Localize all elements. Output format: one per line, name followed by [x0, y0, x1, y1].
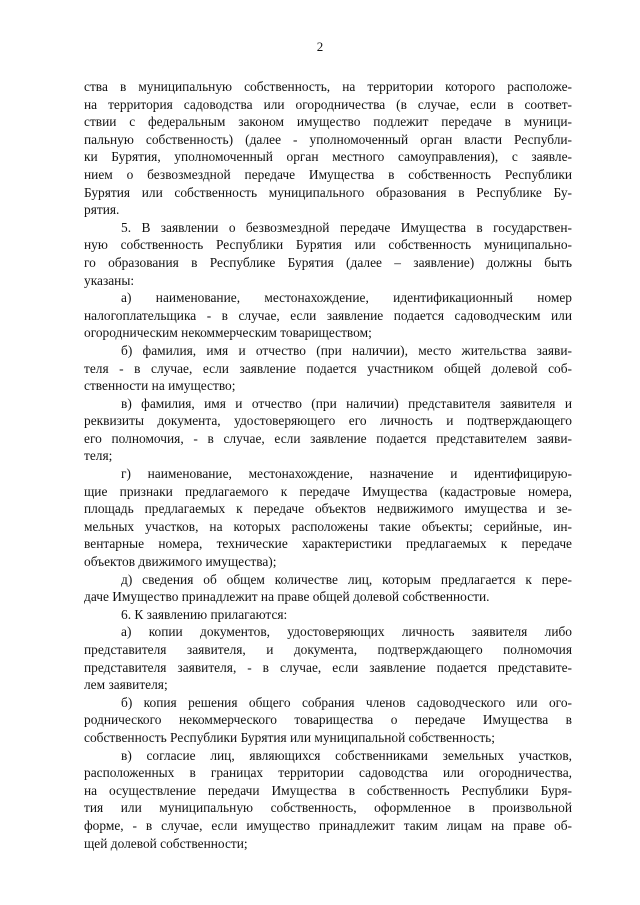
text-line: расположенных в границах территории садоводства или огородничества, [84, 765, 572, 781]
text-line: г) наименование, местонахождение, назначение и идентифицирую- [121, 466, 572, 482]
text-line: теля - в случае, если заявление подается участником общей долевой соб- [84, 360, 572, 376]
text-line: реквизиты документа, удостоверяющего его личность и подтверждающего [84, 413, 572, 429]
text-line: ства в муниципальную собственность, на территории которого расположе- [84, 79, 572, 94]
text-line: а) копии документов, удостоверяющих личность заявителя либо [121, 624, 572, 640]
text-line: пальную собственность) (далее - уполномоченный орган власти Республи- [84, 131, 572, 147]
text-line: объектов движимого имущества); [84, 554, 277, 570]
text-line: Бурятия или собственность муниципального образования в Республике Бу- [84, 184, 572, 200]
text-line: в) согласие лиц, являющихся собственниками земельных участков, [121, 747, 572, 763]
text-line: рятия. [84, 202, 120, 218]
text-line: огородническим некоммерческим товариществом; [84, 325, 372, 341]
text-line: форме, - в случае, если имущество принадлежит таким лицам на праве об- [84, 817, 572, 833]
text-line: тия или муниципальную собственность, оформленное в произвольной [84, 800, 572, 816]
text-line: вентарные номера, технические характеристики предлагаемых к передаче [84, 536, 572, 552]
text-line: 5. В заявлении о безвозмездной передаче Имущества в государствен- [121, 219, 572, 235]
text-line: б) фамилия, имя и отчество (при наличии), место жительства заяви- [121, 342, 572, 358]
text-line: нием о безвозмездной передаче Имущества в собственность Республики [84, 166, 572, 182]
text-line: его полномочия, - в случае, если заявление подается представителем заяви- [84, 430, 572, 446]
text-line: роднического некоммерческого товарищества о передаче Имущества в [84, 712, 572, 728]
text-line: лем заявителя; [84, 677, 168, 693]
text-line: б) копия решения общего собрания членов садоводческого или ого- [121, 694, 572, 710]
text-line: площадь предлагаемых к передаче объектов недвижимого имущества и зе- [84, 501, 572, 517]
text-line: а) наименование, местонахождение, идентификационный номер [121, 290, 572, 306]
text-line: даче Имущество принадлежит на праве общей долевой собственности. [84, 589, 490, 605]
text-line: го образования в Республике Бурятия (далее – заявление) должны быть [84, 254, 572, 270]
text-line: 6. К заявлению прилагаются: [121, 606, 288, 622]
text-line: указаны: [84, 272, 135, 288]
document-body [84, 78, 572, 852]
text-line: ки Бурятия, уполномоченный орган местного самоуправления), с заявле- [84, 149, 572, 165]
text-line: ную собственность Республики Бурятия или собственность муниципально- [84, 237, 572, 253]
text-line: д) сведения об общем количестве лиц, которым предлагается к пере- [121, 571, 572, 587]
text-line: на территория садоводства или огородничества (в случае, если в соответ- [84, 96, 572, 112]
text-line: ствии с федеральным законом имущество подлежит передаче в муници- [84, 114, 572, 130]
text-line: собственность Республики Бурятия или муниципальной собственность; [84, 729, 496, 745]
text-line: щей долевой собственности; [84, 835, 248, 851]
text-line: представителя заявителя, - в случае, если заявление подается представите- [84, 659, 572, 675]
text-line: теля; [84, 448, 113, 464]
text-line: мельных участков, на которых расположены такие объекты; серийные, ин- [84, 518, 572, 534]
text-line: представителя заявителя, и документа, подтверждающего полномочия [84, 642, 572, 657]
text-line: ственности на имущество; [84, 378, 236, 394]
text-line: в) фамилия, имя и отчество (при наличии) представителя заявителя и [121, 395, 572, 411]
text-line: налогоплательщика - в случае, если заявление подается садоводческим или [84, 307, 572, 323]
text-line: на осуществление передачи Имущества в собственность Республики Буря- [84, 782, 572, 798]
page-number: 2 [316, 39, 324, 54]
text-line: щие признаки предлагаемого к передаче Имущества (кадастровые номера, [84, 483, 572, 499]
